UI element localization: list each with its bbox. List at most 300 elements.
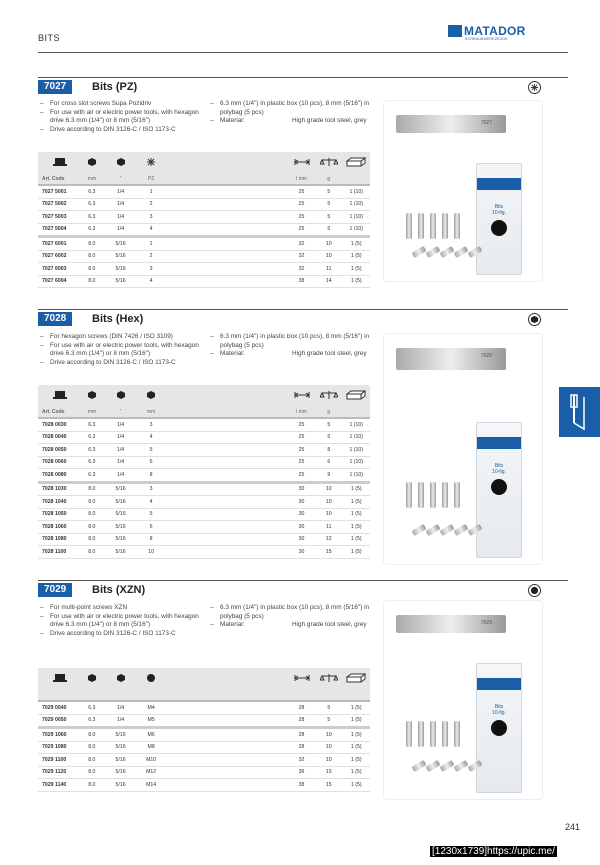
- brand-subtitle: SCHRAUBWERKZEUGE: [465, 37, 508, 41]
- product-image: [383, 600, 543, 800]
- table-cell: 5/16: [105, 521, 136, 534]
- table-cell: 1/4: [105, 223, 136, 237]
- table-cell: 5/16: [105, 728, 136, 742]
- table-row: [38, 456, 370, 469]
- table-cell: 36: [288, 766, 315, 779]
- table-row: [38, 521, 370, 534]
- table-cell: 1/4: [105, 701, 136, 714]
- table-cell: 1/4: [105, 456, 136, 469]
- table-cell: 1 (10): [342, 444, 370, 457]
- table-cell: 1/4: [105, 444, 136, 457]
- material-label: – Material:: [220, 117, 245, 124]
- table-cell: [166, 237, 288, 251]
- table-row: [38, 211, 370, 224]
- packaging-list: [210, 604, 375, 630]
- art-code-cell: 7027 6004: [38, 275, 78, 288]
- table-cell: 25: [288, 223, 315, 237]
- table-cell: 1 (5): [342, 714, 370, 728]
- table-cell: 1/4: [105, 418, 136, 431]
- table-row: [38, 701, 370, 714]
- column-header: [166, 690, 288, 701]
- product-pack: [476, 163, 522, 275]
- feature-item: – For use with air or electric power tools, with hexagon drive 6.3 mm (1/4") or 8 mm (5/16"): [40, 109, 205, 126]
- column-header: g: [315, 407, 342, 418]
- column-header: ": [105, 174, 136, 185]
- section-title: Bits (PZ): [92, 81, 138, 93]
- table-cell: 28: [288, 741, 315, 754]
- column-header: mm: [78, 174, 105, 185]
- brand-logo: [448, 24, 526, 41]
- feature-item: – Drive according to DIN 3126-C / ISO 1173-C: [40, 630, 205, 639]
- table-cell: 5/16: [105, 275, 136, 288]
- table-icon-row: [38, 668, 370, 690]
- scale-column-icon: [315, 152, 342, 174]
- bit-loose: [439, 246, 454, 258]
- table-cell: [166, 714, 288, 728]
- table-cell: 8.0: [78, 482, 105, 496]
- table-cell: 1 (5): [342, 546, 370, 559]
- table-cell: 1: [136, 237, 167, 251]
- table-cell: 5: [315, 701, 342, 714]
- table-cell: 12: [315, 533, 342, 546]
- bit-loose: [425, 523, 440, 535]
- column-header: [342, 407, 370, 418]
- table-cell: 3: [136, 211, 167, 224]
- column-header: [342, 174, 370, 185]
- table-cell: 6: [315, 456, 342, 469]
- table-cell: 30: [288, 508, 315, 521]
- table-cell: 10: [315, 482, 342, 496]
- brand-name: MATADOR: [464, 24, 526, 38]
- section-number: 7027: [38, 80, 72, 94]
- table-row: [38, 546, 370, 559]
- bit-illustration: [396, 615, 506, 633]
- spacer-cell: [166, 385, 288, 407]
- table-row: [38, 444, 370, 457]
- table-row: [38, 728, 370, 742]
- table-cell: 5: [315, 431, 342, 444]
- table-cell: 5: [315, 211, 342, 224]
- pack-drive-icon: [491, 220, 507, 236]
- spacer-cell: [166, 152, 288, 174]
- bit-engraving: 7028: [480, 353, 492, 359]
- table-cell: 3: [136, 482, 167, 496]
- table-cell: [166, 533, 288, 546]
- table-row: [38, 766, 370, 779]
- table-row: [38, 185, 370, 198]
- art-code-cell: 7028 0060: [38, 456, 78, 469]
- art-code-cell: 7028 0040: [38, 431, 78, 444]
- bit-engraving: 7029: [480, 620, 492, 626]
- pack-brand-strip: [477, 437, 521, 449]
- table-cell: 4: [136, 275, 167, 288]
- arrow-column-icon: [288, 668, 315, 690]
- table-cell: 1/4: [105, 185, 136, 198]
- table-cell: 38: [288, 275, 315, 288]
- side-tab: [559, 387, 600, 437]
- bit-loose: [439, 523, 454, 535]
- table-cell: 8.0: [78, 250, 105, 263]
- table-cell: 1 (5): [342, 741, 370, 754]
- table-cell: 30: [288, 546, 315, 559]
- table-cell: 25: [288, 469, 315, 483]
- section-header: BITS: [38, 33, 61, 43]
- bit-loose: [411, 523, 426, 535]
- logo-mark-icon: [448, 25, 462, 37]
- table-cell: 1 (5): [342, 508, 370, 521]
- table-cell: [166, 250, 288, 263]
- hexnut-column-icon: [105, 668, 136, 690]
- table-cell: 5: [315, 185, 342, 198]
- art-code-cell: 7028 1040: [38, 496, 78, 509]
- table-header-row: [38, 407, 370, 418]
- table-cell: 30: [288, 533, 315, 546]
- column-header: [136, 690, 167, 701]
- table-cell: [166, 754, 288, 767]
- table-cell: [166, 521, 288, 534]
- table-cell: [166, 728, 288, 742]
- art-code-cell: 7028 0030: [38, 418, 78, 431]
- table-cell: 8.0: [78, 766, 105, 779]
- xzn-column-icon: [136, 668, 167, 690]
- pack-label: Bits 10-fig.: [492, 704, 506, 716]
- table-cell: 1 (10): [342, 211, 370, 224]
- header-rule: [38, 52, 568, 53]
- table-cell: 14: [315, 275, 342, 288]
- table-cell: 8.0: [78, 779, 105, 792]
- pack-drive-icon: [491, 720, 507, 736]
- table-cell: [166, 431, 288, 444]
- section-number: 7029: [38, 583, 72, 597]
- section-rule: [38, 77, 568, 78]
- table-cell: [166, 482, 288, 496]
- table-cell: 6.3: [78, 198, 105, 211]
- bit-illustration: [396, 348, 506, 370]
- table-header-row: [38, 690, 370, 701]
- table-row: [38, 741, 370, 754]
- bit-in-pack: [454, 482, 460, 508]
- table-cell: 1: [136, 185, 167, 198]
- pack-label: Bits 10-fig.: [492, 204, 506, 216]
- bit-in-pack: [418, 213, 424, 239]
- table-cell: 10: [315, 741, 342, 754]
- bit-loose: [453, 523, 468, 535]
- arrow-column-icon: [288, 152, 315, 174]
- table-cell: 1 (5): [342, 754, 370, 767]
- table-cell: 28: [288, 714, 315, 728]
- column-header: [38, 690, 78, 701]
- table-header-row: [38, 174, 370, 185]
- art-code-cell: 7028 1100: [38, 546, 78, 559]
- table-cell: 1 (5): [342, 496, 370, 509]
- bit-in-pack: [442, 482, 448, 508]
- table-cell: 1/4: [105, 211, 136, 224]
- spacer-cell: [166, 668, 288, 690]
- table-cell: 8: [315, 444, 342, 457]
- product-image: [383, 333, 543, 565]
- bit-loose: [439, 760, 454, 772]
- box-column-icon: [38, 152, 78, 174]
- table-cell: 25: [288, 444, 315, 457]
- table-cell: 4: [136, 223, 167, 237]
- bit-in-pack: [454, 213, 460, 239]
- table-cell: [166, 546, 288, 559]
- table-cell: 1 (5): [342, 237, 370, 251]
- table-cell: 28: [288, 728, 315, 742]
- column-header: Art. Code: [38, 174, 78, 185]
- packaging-item: – 6.3 mm (1/4") in plastic box (10 pcs), 8 mm (5/16") in polybag (5 pcs): [210, 100, 375, 117]
- table-cell: 32: [288, 250, 315, 263]
- table-cell: 25: [288, 418, 315, 431]
- table-cell: [166, 444, 288, 457]
- table-cell: 5: [136, 508, 167, 521]
- table-cell: 10: [315, 237, 342, 251]
- table-cell: 1 (5): [342, 482, 370, 496]
- table-cell: 4: [136, 496, 167, 509]
- art-code-cell: 7027 6002: [38, 250, 78, 263]
- xzn-drive-icon: [528, 584, 541, 597]
- spec-table: [38, 385, 370, 559]
- table-cell: 5/16: [105, 496, 136, 509]
- table-cell: 15: [315, 546, 342, 559]
- table-cell: 5: [136, 444, 167, 457]
- table-cell: 1/4: [105, 431, 136, 444]
- table-cell: 38: [288, 779, 315, 792]
- table-cell: 15: [315, 766, 342, 779]
- table-cell: [166, 508, 288, 521]
- packaging-list: [210, 100, 375, 126]
- column-header: g: [315, 174, 342, 185]
- column-header: [288, 690, 315, 701]
- table-cell: 6.3: [78, 431, 105, 444]
- table-cell: 25: [288, 431, 315, 444]
- table-row: [38, 469, 370, 483]
- feature-item: – For use with air or electric power tools, with hexagon drive 6.3 mm (1/4") or 8 mm (5/16"): [40, 342, 205, 359]
- table-icon-row: [38, 152, 370, 174]
- table-cell: 32: [288, 237, 315, 251]
- feature-item: – For multi-point screws XZN: [40, 604, 205, 613]
- table-cell: 10: [315, 250, 342, 263]
- column-header: ": [105, 407, 136, 418]
- table-row: [38, 496, 370, 509]
- table-row: [38, 198, 370, 211]
- table-cell: 5: [315, 198, 342, 211]
- table-cell: 8.0: [78, 521, 105, 534]
- table-cell: [166, 275, 288, 288]
- table-cell: 9: [315, 469, 342, 483]
- feature-item: – For hexagon screws (DIN 7426 / ISO 3109): [40, 333, 205, 342]
- table-row: [38, 250, 370, 263]
- material-label: – Material:: [220, 621, 245, 628]
- art-code-cell: 7028 1030: [38, 482, 78, 496]
- column-header: [166, 407, 288, 418]
- table-cell: 30: [288, 496, 315, 509]
- table-cell: [166, 496, 288, 509]
- table-cell: 5/16: [105, 754, 136, 767]
- table-cell: 6.3: [78, 456, 105, 469]
- table-cell: 1 (10): [342, 185, 370, 198]
- table-row: [38, 263, 370, 276]
- table-cell: M6: [136, 728, 167, 742]
- table-cell: [166, 456, 288, 469]
- material-row: [210, 117, 375, 126]
- material-value: High grade tool steel, grey: [292, 117, 367, 124]
- column-header: Art. Code: [38, 407, 78, 418]
- material-label: – Material:: [220, 350, 245, 357]
- product-pack: [476, 663, 522, 793]
- table-cell: 6: [136, 456, 167, 469]
- table-cell: 5/16: [105, 741, 136, 754]
- column-header: mm: [136, 407, 167, 418]
- table-cell: [166, 418, 288, 431]
- table-cell: 10: [315, 754, 342, 767]
- section-number: 7028: [38, 312, 72, 326]
- arrow-column-icon: [288, 385, 315, 407]
- art-code-cell: 7027 5002: [38, 198, 78, 211]
- art-code-cell: 7028 1060: [38, 521, 78, 534]
- pack-drive-icon: [491, 479, 507, 495]
- bit-in-pack: [418, 482, 424, 508]
- art-code-cell: 7029 0050: [38, 714, 78, 728]
- art-code-cell: 7029 1080: [38, 741, 78, 754]
- table-cell: 2: [136, 250, 167, 263]
- table-cell: 8.0: [78, 754, 105, 767]
- table-cell: 3: [136, 263, 167, 276]
- art-code-cell: 7027 6003: [38, 263, 78, 276]
- table-cell: 1 (5): [342, 263, 370, 276]
- table-cell: [166, 185, 288, 198]
- table-cell: 6.3: [78, 714, 105, 728]
- table-cell: 15: [315, 779, 342, 792]
- bit-in-pack: [406, 482, 412, 508]
- pack-brand-strip: [477, 178, 521, 190]
- table-row: [38, 508, 370, 521]
- feature-list: [40, 100, 205, 134]
- table-cell: 8: [136, 469, 167, 483]
- table-cell: 10: [315, 728, 342, 742]
- table-cell: 30: [288, 482, 315, 496]
- bit-engraving: 7027: [480, 120, 492, 126]
- table-cell: 6.3: [78, 223, 105, 237]
- column-header: [105, 690, 136, 701]
- table-cell: 5/16: [105, 237, 136, 251]
- art-code-cell: 7028 1080: [38, 533, 78, 546]
- table-row: [38, 237, 370, 251]
- table-cell: 1 (5): [342, 533, 370, 546]
- table-cell: [166, 223, 288, 237]
- bit-loose: [411, 760, 426, 772]
- table-cell: 1 (5): [342, 779, 370, 792]
- section-title: Bits (Hex): [92, 313, 144, 325]
- feature-list: [40, 604, 205, 638]
- cross-column-icon: [136, 152, 167, 174]
- table-cell: 10: [315, 496, 342, 509]
- table-row: [38, 431, 370, 444]
- table-cell: 8.0: [78, 546, 105, 559]
- art-code-cell: 7029 1060: [38, 728, 78, 742]
- table-cell: M14: [136, 779, 167, 792]
- table-cell: 28: [288, 701, 315, 714]
- table-cell: 32: [288, 263, 315, 276]
- table-row: [38, 779, 370, 792]
- table-cell: 11: [315, 263, 342, 276]
- feature-item: – For use with air or electric power tools, with hexagon drive 6.3 mm (1/4") or 8 mm (5/16"): [40, 613, 205, 630]
- hexnut-column-icon: [105, 385, 136, 407]
- table-cell: 30: [288, 521, 315, 534]
- table-cell: 6.3: [78, 418, 105, 431]
- feature-list: [40, 333, 205, 367]
- table-cell: [166, 701, 288, 714]
- table-row: [38, 482, 370, 496]
- table-cell: 1 (10): [342, 456, 370, 469]
- bit-loose: [425, 760, 440, 772]
- material-value: High grade tool steel, grey: [292, 350, 367, 357]
- box-column-icon: [38, 668, 78, 690]
- table-cell: [166, 198, 288, 211]
- table-cell: 4: [136, 431, 167, 444]
- table-cell: 1 (5): [342, 250, 370, 263]
- table-cell: 1 (5): [342, 701, 370, 714]
- table-row: [38, 533, 370, 546]
- table-cell: 1/4: [105, 469, 136, 483]
- table-row: [38, 418, 370, 431]
- table-cell: 25: [288, 456, 315, 469]
- table-cell: 5/16: [105, 766, 136, 779]
- feature-item: – For cross slot screws Supa Pozidriv: [40, 100, 205, 109]
- table-cell: 1 (5): [342, 521, 370, 534]
- table-cell: 8.0: [78, 496, 105, 509]
- cross-drive-icon: [528, 81, 541, 94]
- table-row: [38, 223, 370, 237]
- table-cell: 6.3: [78, 185, 105, 198]
- table-cell: 6.3: [78, 701, 105, 714]
- table-cell: 5/16: [105, 250, 136, 263]
- table-cell: 8.0: [78, 263, 105, 276]
- art-code-cell: 7029 1140: [38, 779, 78, 792]
- bit-in-pack: [454, 721, 460, 747]
- table-cell: 32: [288, 754, 315, 767]
- section-rule: [38, 580, 568, 581]
- art-code-cell: 7029 1120: [38, 766, 78, 779]
- table-cell: 1 (10): [342, 431, 370, 444]
- bit-loose: [425, 246, 440, 258]
- hexnut-drive-icon: [528, 313, 541, 326]
- table-cell: M4: [136, 701, 167, 714]
- art-code-cell: 7028 0050: [38, 444, 78, 457]
- bit-illustration: [396, 115, 506, 133]
- table-cell: 5/16: [105, 779, 136, 792]
- bit-in-pack: [418, 721, 424, 747]
- table-cell: 25: [288, 211, 315, 224]
- table-cell: 2: [136, 198, 167, 211]
- material-row: [210, 621, 375, 630]
- table-cell: 8.0: [78, 741, 105, 754]
- image-credit: [1230x1739]https://upic.me/: [432, 846, 555, 857]
- art-code-cell: 7028 1050: [38, 508, 78, 521]
- table-cell: 1/4: [105, 714, 136, 728]
- table-cell: [166, 263, 288, 276]
- packaging-list: [210, 333, 375, 359]
- screwdriver-icon: [559, 387, 600, 437]
- scale-column-icon: [315, 668, 342, 690]
- box-column-icon: [38, 385, 78, 407]
- table-cell: 5/16: [105, 263, 136, 276]
- product-pack: [476, 422, 522, 558]
- hexnut-column-icon: [78, 668, 105, 690]
- table-cell: [166, 779, 288, 792]
- column-header: l mm: [288, 174, 315, 185]
- table-cell: 1 (5): [342, 275, 370, 288]
